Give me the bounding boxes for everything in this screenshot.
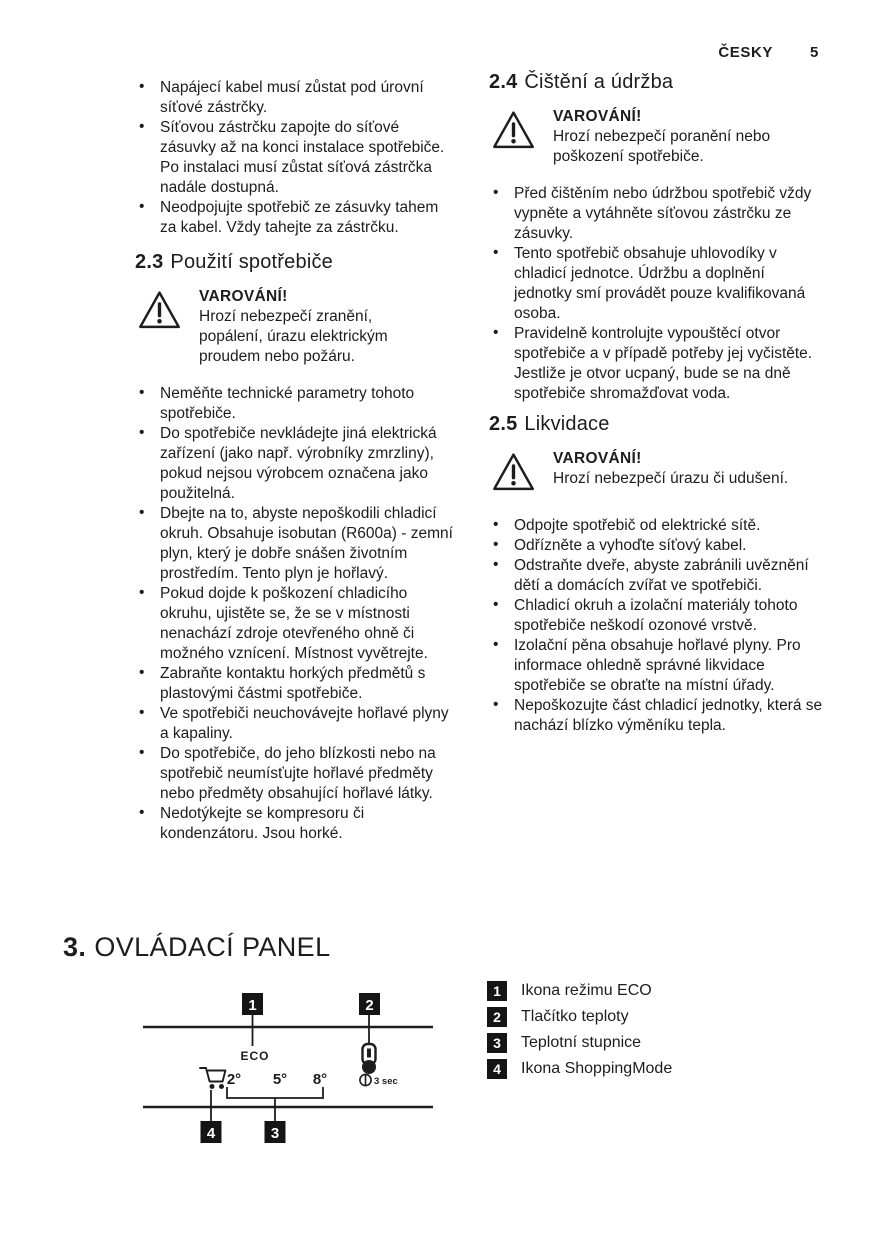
legend-label: Teplotní stupnice [521, 1034, 642, 1051]
left-column [135, 78, 455, 844]
legend-label: Tlačítko teploty [521, 1008, 629, 1025]
shopping-cart-icon [200, 1068, 225, 1089]
section-heading-2-3 [135, 252, 455, 272]
chapter-number: 3. [63, 932, 87, 962]
safety-bullet-list [135, 384, 455, 844]
section-title: Čištění a údržba [524, 71, 674, 93]
legend-item [487, 1059, 672, 1079]
legend-number-badge: 2 [487, 1007, 507, 1027]
press-3sec-icon [360, 1074, 371, 1085]
warning-block [491, 449, 823, 499]
bullet-item: • Zabraňte kontaktu horkých předmětů s plastovými částmi spotřebiče. [135, 664, 455, 704]
warning-title: VAROVÁNÍ! [553, 108, 642, 125]
bullet-item: • Do spotřebiče nevkládejte jiná elektrická zařízení (jako např. výrobníky zmrzliny), pokud nejsou výrobcem označena jako použitelná. [135, 424, 455, 504]
bullet-item: • Pokud dojde k poškození chladicího okruhu, ujistěte se, že se v místnosti nenachází zdroje otevřeného ohně či možného vznícení. Místnost vyvětrejte. [135, 584, 455, 664]
callout-badge-4-number: 4 [206, 1125, 216, 1142]
hold-time-label: 3 sec [374, 1076, 398, 1087]
chapter-title: OVLÁDACÍ PANEL [94, 932, 331, 962]
bullet-item: • Síťovou zástrčku zapojte do síťové zásuvky až na konci instalace spotřebiče. Po instalaci musí zůstat síťová zástrčka nadále dostupná. [135, 118, 455, 198]
legend-number-badge: 3 [487, 1033, 507, 1053]
warning-text: Hrozí nebezpečí zranění, popálení, úrazu elektrickým proudem nebo požáru. [199, 308, 388, 365]
bullet-item: • Ve spotřebiči neuchovávejte hořlavé plyny a kapaliny. [135, 704, 455, 744]
legend-item [487, 1033, 672, 1053]
bullet-item: • Odpojte spotřebič od elektrické sítě. [489, 516, 823, 536]
warning-text: Hrozí nebezpečí úrazu či udušení. [553, 470, 789, 487]
bullet-item: • Napájecí kabel musí zůstat pod úrovní síťové zástrčky. [135, 78, 455, 118]
warning-text-block [199, 287, 439, 367]
bullet-item: • Před čištěním nebo údržbou spotřebič vždy vypněte a vytáhněte síťovou zástrčku ze zásuvky. [489, 184, 823, 244]
section-heading-2-5 [489, 414, 823, 434]
callout-badge-2-number: 2 [365, 997, 374, 1014]
warning-title: VAROVÁNÍ! [553, 450, 642, 467]
bullet-item: • Odřízněte a vyhoďte síťový kabel. [489, 536, 823, 556]
bullet-item: • Chladicí okruh a izolační materiály tohoto spotřebiče neškodí ozonové vrstvě. [489, 596, 823, 636]
bullet-item: • Neodpojujte spotřebič ze zásuvky tahem za kabel. Vždy tahejte za zástrčku. [135, 198, 455, 238]
legend-item [487, 981, 672, 1001]
bullet-item: • Pravidelně kontrolujte vypouštěcí otvor spotřebiče a v případě potřeby jej vyčistěte. Jestliže je otvor ucpaný, bude se na dně spotřebiče shromažďovat voda. [489, 324, 823, 404]
scale-bracket [227, 1087, 323, 1098]
section-number: 2.3 [135, 251, 164, 273]
legend-item [487, 1007, 672, 1027]
section-number: 2.5 [489, 413, 518, 435]
legend-label: Ikona ShoppingMode [521, 1060, 673, 1077]
right-column [489, 72, 823, 736]
language-label: ČESKY [718, 44, 774, 61]
eco-mode-label: ECO [240, 1049, 270, 1063]
bullet-item: • Nepoškozujte část chladicí jednotky, která se nachází blízko výměníku tepla. [489, 696, 823, 736]
figure-legend [487, 981, 672, 1085]
warning-triangle-icon [491, 449, 536, 499]
chapter-heading-3 [63, 932, 331, 963]
page-number: 5 [810, 44, 819, 61]
warning-title: VAROVÁNÍ! [199, 288, 288, 305]
warning-triangle-icon [491, 107, 536, 167]
bullet-item: • Odstraňte dveře, abyste zabránili uvěznění dětí a domácích zvířat ve spotřebiči. [489, 556, 823, 596]
bullet-item: • Neměňte technické parametry tohoto spotřebiče. [135, 384, 455, 424]
temp-label-8: 8° [312, 1071, 328, 1088]
safety-bullet-list [135, 78, 455, 238]
section-title: Použití spotřebiče [170, 251, 333, 273]
warning-block [137, 287, 455, 367]
legend-number-badge: 1 [487, 981, 507, 1001]
thermometer-icon [362, 1044, 376, 1074]
section-title: Likvidace [524, 413, 610, 435]
page-header [0, 44, 819, 61]
warning-text-block [553, 449, 793, 499]
bullet-item: • Dbejte na to, abyste nepoškodili chladicí okruh. Obsahuje isobutan (R600a) - zemní plyn, který je dobře snášen životním prostředím. Tento plyn je hořlavý. [135, 504, 455, 584]
warning-block [491, 107, 823, 167]
bullet-item: • Do spotřebiče, do jeho blízkosti nebo na spotřebič neumísťujte hořlavé předměty nebo předměty obsahující hořlavé látky. [135, 744, 455, 804]
bullet-item: • Izolační pěna obsahuje hořlavé plyny. Pro informace ohledně správné likvidace spotřebiče se obraťte na místní úřady. [489, 636, 823, 696]
legend-label: Ikona režimu ECO [521, 982, 652, 999]
warning-triangle-icon [137, 287, 182, 367]
temp-label-2: 2° [226, 1071, 242, 1088]
bullet-item: • Tento spotřebič obsahuje uhlovodíky v chladicí jednotce. Údržbu a doplnění jednotky smí provádět pouze kvalifikovaná osoba. [489, 244, 823, 324]
bullet-item: • Nedotýkejte se kompresoru či kondenzátoru. Jsou horké. [135, 804, 455, 844]
legend-number-badge: 4 [487, 1059, 507, 1079]
safety-bullet-list [489, 184, 823, 404]
section-heading-2-4 [489, 72, 823, 92]
warning-text-block [553, 107, 793, 167]
callout-badge-1-number: 1 [248, 997, 257, 1014]
section-number: 2.4 [489, 71, 518, 93]
callout-badge-3-number: 3 [270, 1125, 280, 1142]
warning-text: Hrozí nebezpečí poranění nebo poškození spotřebiče. [553, 128, 771, 165]
safety-bullet-list [489, 516, 823, 736]
temp-label-5: 5° [272, 1071, 288, 1088]
control-panel-figure [128, 983, 440, 1158]
